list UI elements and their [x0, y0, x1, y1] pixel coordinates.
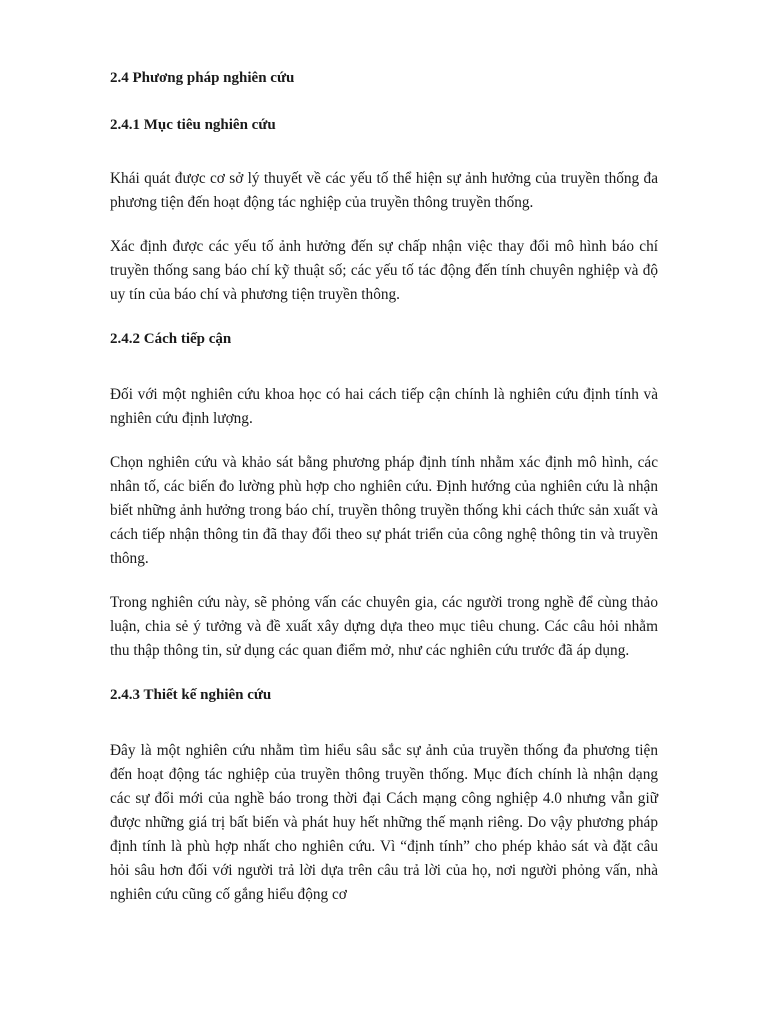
document-page	[110, 66, 658, 907]
paragraph: Xác định được các yếu tố ảnh hưởng đến sự chấp nhận việc thay đổi mô hình báo chí truyền thống sang báo chí kỹ thuật số; các yếu tố tác động đến tính chuyên nghiệp và độ uy tín của báo chí và phương tiện truyền thông.	[110, 238, 658, 303]
subsection-title-design: 2.4.3 Thiết kế nghiên cứu	[110, 687, 272, 703]
paragraph: Trong nghiên cứu này, sẽ phỏng vấn các chuyên gia, các người trong nghề để cùng thảo luận, chia sẻ ý tưởng và đề xuất xây dựng dựa theo mục tiêu chung. Các câu hỏi nhằm thu thập thông tin, sử dụng các quan điểm mở, như các nghiên cứu trước đã áp dụng.	[110, 594, 658, 659]
section-title: 2.4 Phương pháp nghiên cứu	[110, 70, 295, 86]
paragraph: Chọn nghiên cứu và khảo sát bằng phương pháp định tính nhằm xác định mô hình, các nhân tố, các biến đo lường phù hợp cho nghiên cứu. Định hướng của nghiên cứu là nhận biết những ảnh hưởng trong báo chí, truyền thông truyền thống khi cách thức sản xuất và cách tiếp nhận thông tin đã thay đổi theo sự phát triển của công nghệ thông tin và truyền thông.	[110, 454, 658, 567]
paragraph: Đối với một nghiên cứu khoa học có hai cách tiếp cận chính là nghiên cứu định tính và nghiên cứu định lượng.	[110, 386, 658, 427]
subsection-title-approach: 2.4.2 Cách tiếp cận	[110, 331, 232, 347]
paragraph: Đây là một nghiên cứu nhằm tìm hiểu sâu sắc sự ảnh của truyền thống đa phương tiện đến hoạt động tác nghiệp của truyền thông truyền thống. Mục đích chính là nhận dạng các sự đổi mới của nghề báo trong thời đại Cách mạng công nghiệp 4.0 nhưng vẫn giữ được những giá trị bất biến và phát huy hết những thế mạnh riêng. Do vậy phương pháp định tính là phù hợp nhất cho nghiên cứu. Vì “định tính” cho phép khảo sát và đặt câu hỏi sâu hơn đối với người trả lời dựa trên câu trả lời của họ, nơi người phỏng vấn, nhà nghiên cứu cũng cố gắng hiểu động cơ	[110, 742, 658, 903]
subsection-title-objectives: 2.4.1 Mục tiêu nghiên cứu	[110, 117, 276, 133]
paragraph: Khái quát được cơ sở lý thuyết về các yếu tố thể hiện sự ảnh hưởng của truyền thống đa phương tiện đến hoạt động tác nghiệp của truyền thông truyền thống.	[110, 170, 658, 211]
